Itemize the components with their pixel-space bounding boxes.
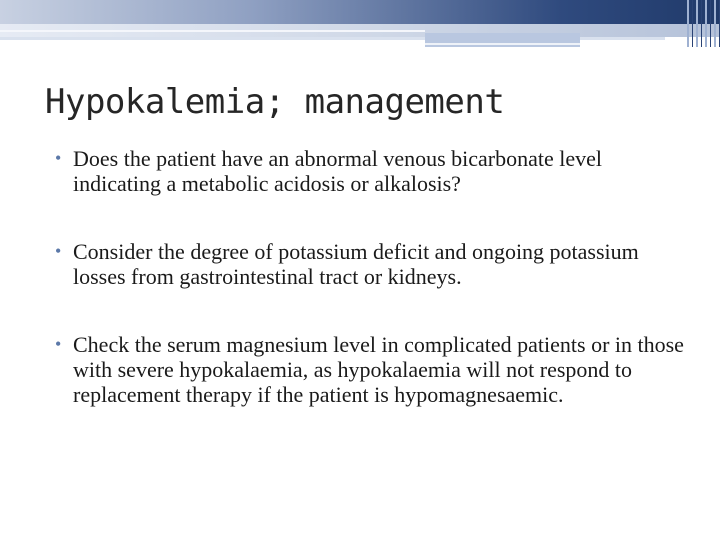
header-stripe [687,0,689,47]
header-highlight-line [0,30,425,32]
bullet-list [55,146,695,450]
bullet-text: Check the serum magnesium level in complicated patients or in those with severe hypokalaemia, as hypokalaemia will not respond to replacement therapy if the patient is hypomagnesaemic. [73,332,684,407]
bullet-item [55,239,695,289]
header-stripe [701,0,703,47]
header-stripe [692,0,694,47]
bullet-icon: • [55,241,62,261]
bullet-item [55,146,695,196]
header-tab-line [425,43,580,45]
header-stripe [710,0,712,47]
bullet-text: Consider the degree of potassium deficit and ongoing potassium losses from gastrointestinal tract or kidneys. [73,239,639,289]
header-stripe [714,0,716,47]
header-stripe [705,0,707,47]
header-band [0,0,720,24]
bullet-text: Does the patient have an abnormal venous bicarbonate level indicating a metabolic acidosis or alkalosis? [73,146,603,196]
slide-title: Hypokalemia; management [45,82,505,122]
bullet-icon: • [55,334,62,354]
header-stripe [696,0,698,47]
bullet-icon: • [55,148,62,168]
header-stripes [687,0,720,47]
bullet-item [55,332,695,407]
